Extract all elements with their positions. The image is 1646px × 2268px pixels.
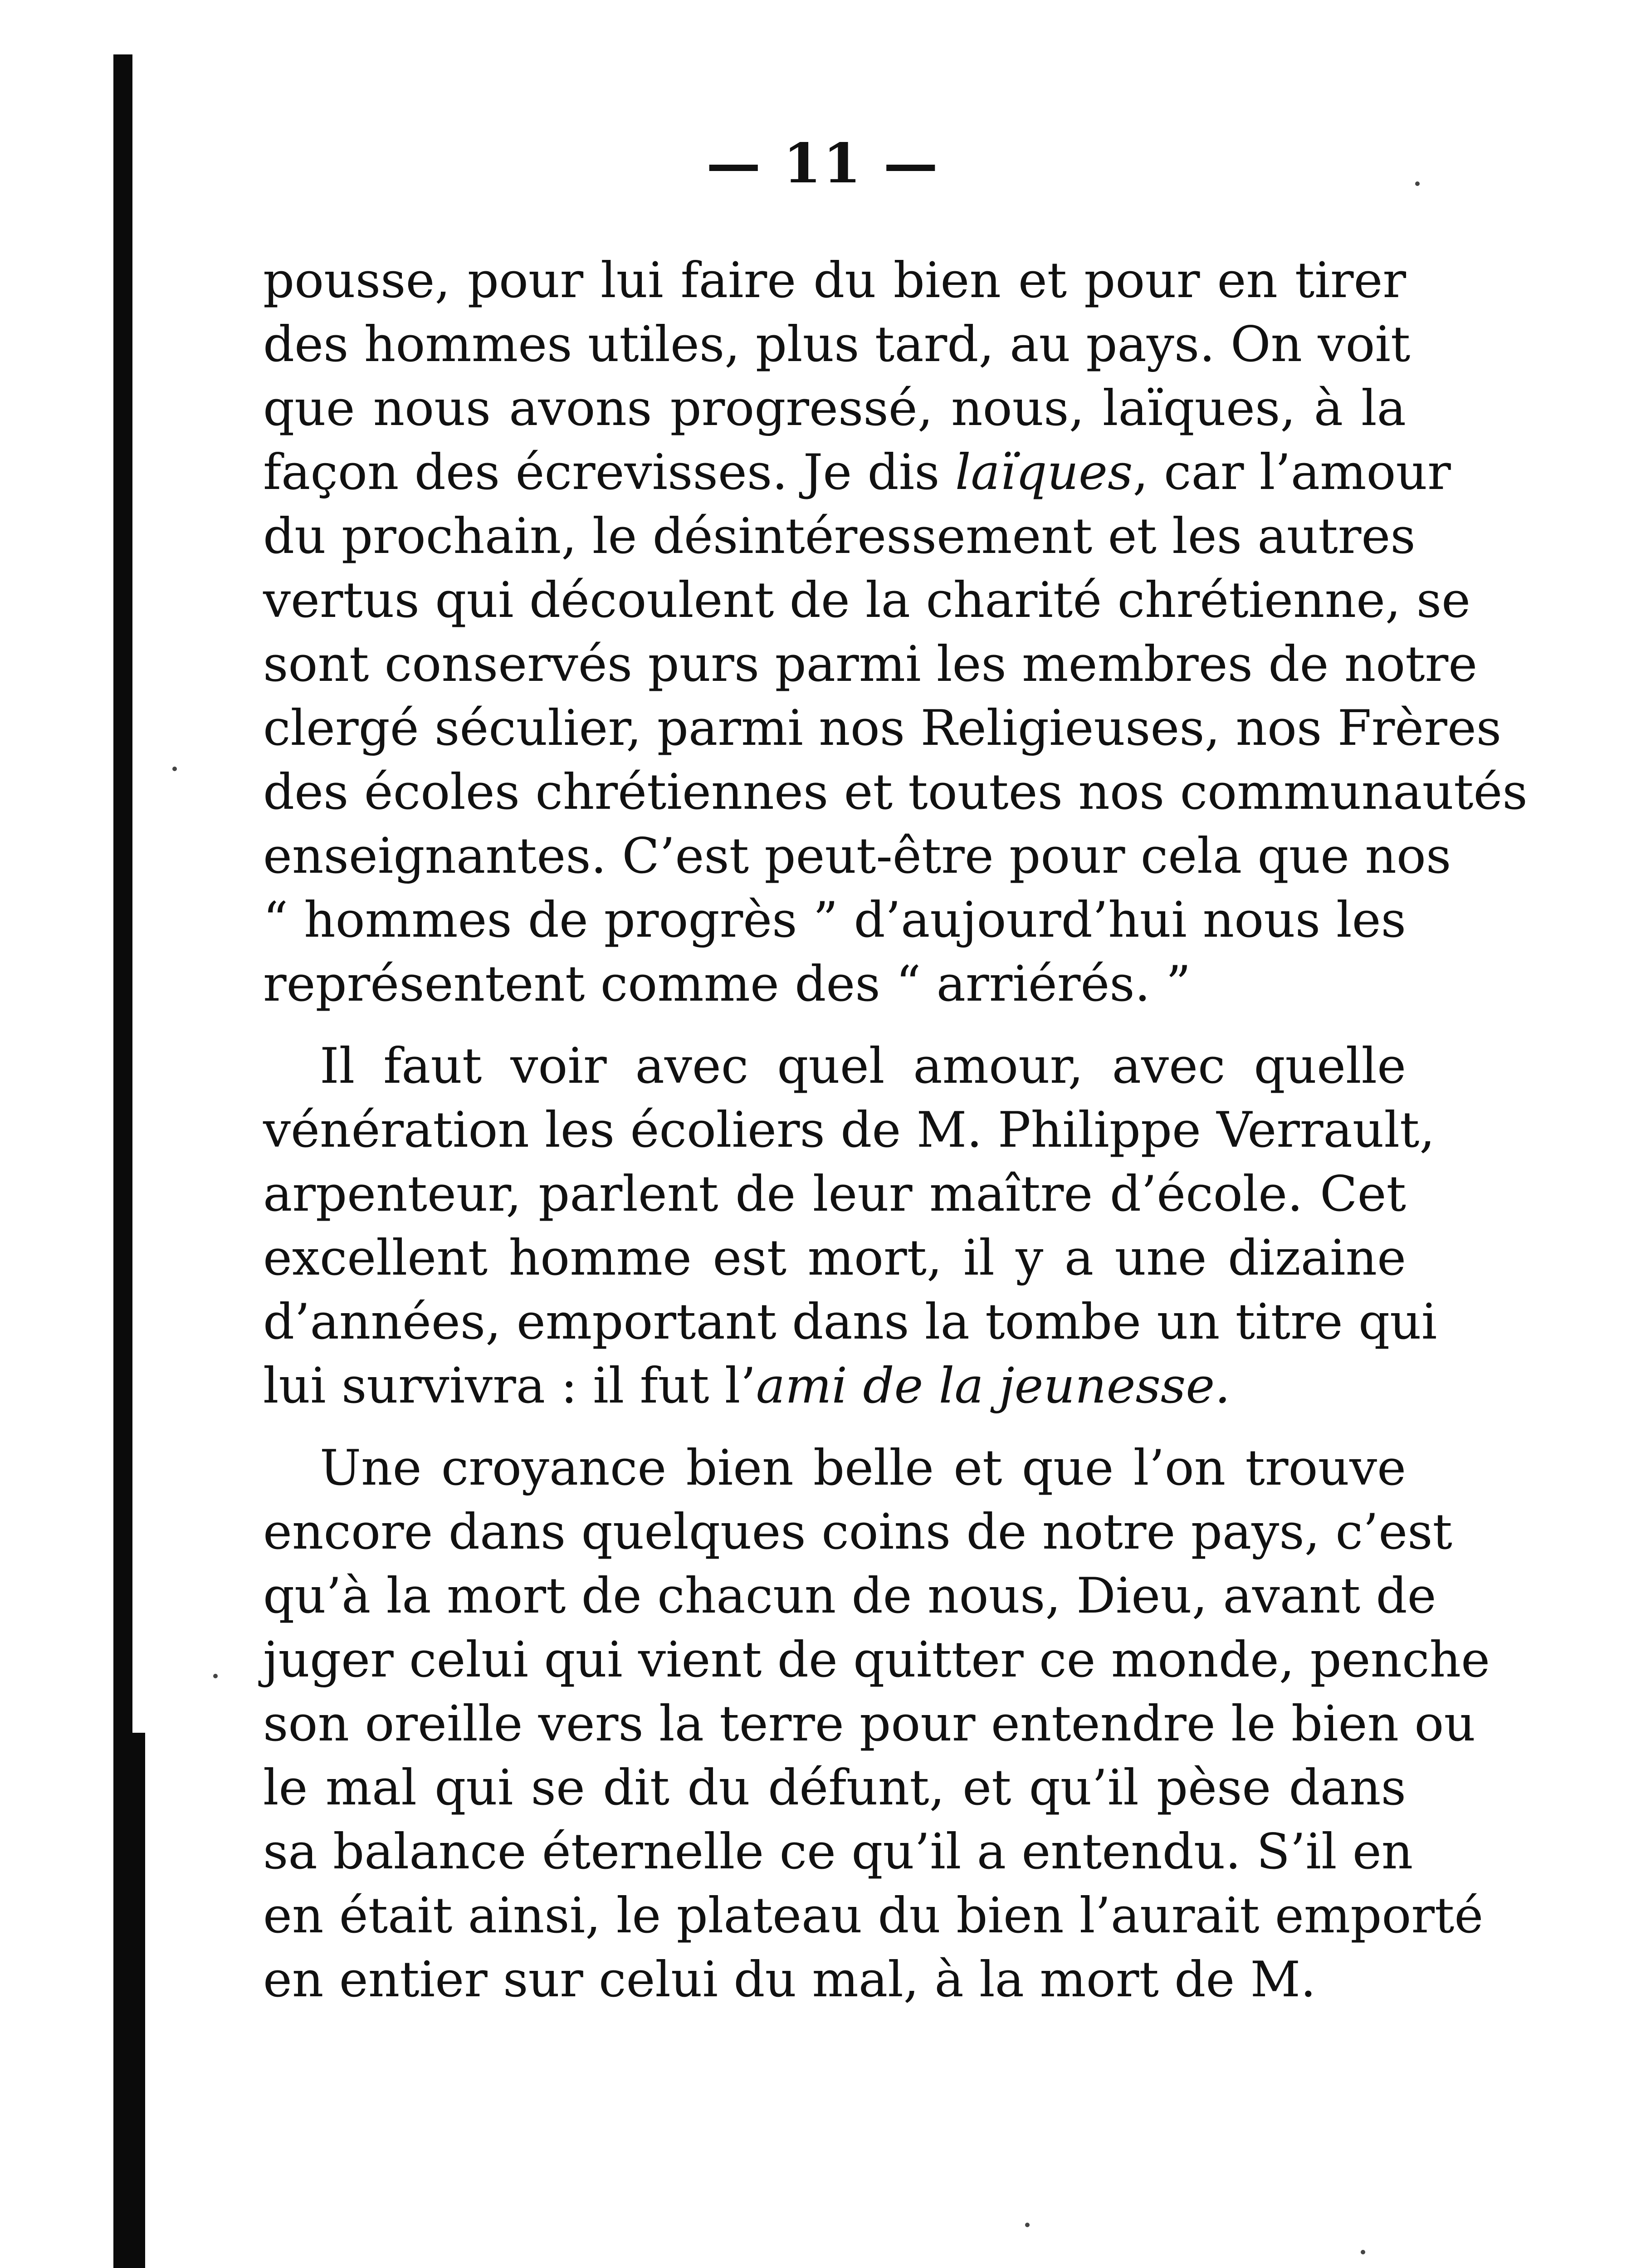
text-line: en était ainsi, le plateau du bien l’aurait emporté (263, 1887, 1484, 1944)
paragraph-gap (263, 1016, 1406, 1034)
text-segment: façon des écrevisses. Je dis (263, 444, 955, 501)
text-line: vertus qui découlent de la charité chrétienne, se (263, 572, 1471, 629)
print-speck (1361, 2250, 1365, 2254)
text-line (263, 440, 1451, 504)
text-line: pousse, pour lui faire du bien et pour en tirer (263, 252, 1406, 309)
text-segment: lui survivra : il fut l’ (263, 1358, 756, 1414)
text-line: enseignantes. C’est peut-être pour cela que nos (263, 828, 1451, 885)
text-line: d’années, emportant dans la tombe un titre qui (263, 1294, 1437, 1350)
print-speck (213, 1674, 218, 1678)
print-speck (172, 767, 177, 771)
text-line: arpenteur, parlent de leur maître d’école. Cet (263, 1166, 1406, 1222)
body-text (263, 249, 1528, 2012)
text-line: des hommes utiles, plus tard, au pays. On voit (263, 316, 1411, 373)
text-line: Une croyance bien belle et que l’on trouve (320, 1440, 1406, 1496)
text-line: que nous avons progressé, nous, laïques, à la (263, 380, 1406, 437)
text-line: juger celui qui vient de quitter ce monde, penche (263, 1632, 1490, 1688)
text-line: son oreille vers la terre pour entendre le bien ou (263, 1696, 1475, 1752)
text-line: “ hommes de progrès ” d’aujourd’hui nous les (263, 892, 1406, 948)
text-line (263, 1354, 1406, 1418)
paragraph-gap (263, 1418, 1406, 1436)
text-line: excellent homme est mort, il y a une dizaine (263, 1230, 1406, 1286)
text-line: du prochain, le désintéressement et les autres (263, 508, 1416, 565)
text-line: le mal qui se dit du défunt, et qu’il pèse dans (263, 1760, 1406, 1816)
print-speck (1025, 2223, 1030, 2227)
text-segment: ami de la jeunesse. (756, 1358, 1231, 1414)
text-line: représentent comme des “ arriérés. ” (263, 956, 1191, 1012)
text-line: clergé séculier, parmi nos Religieuses, nos Frères (263, 700, 1502, 757)
text-line: qu’à la mort de chacun de nous, Dieu, avant de (263, 1568, 1436, 1624)
text-line: sont conservés purs parmi les membres de notre (263, 636, 1478, 693)
text-line: des écoles chrétiennes et toutes nos communautés (263, 764, 1528, 821)
print-speck (1415, 181, 1420, 186)
text-line: sa balance éternelle ce qu’il a entendu. S’il en (263, 1823, 1413, 1880)
page-number: — 11 — (706, 132, 940, 196)
text-line: Il faut voir avec quel amour, avec quelle (320, 1038, 1406, 1095)
text-line: en entier sur celui du mal, à la mort de M. (263, 1951, 1316, 2008)
text-line: vénération les écoliers de M. Philippe Verrault, (263, 1102, 1435, 1158)
text-line: encore dans quelques coins de notre pays, c’est (263, 1504, 1452, 1560)
text-segment: laïques (955, 444, 1133, 501)
binding-shadow (113, 54, 132, 2268)
text-segment: , car l’amour (1133, 444, 1451, 501)
